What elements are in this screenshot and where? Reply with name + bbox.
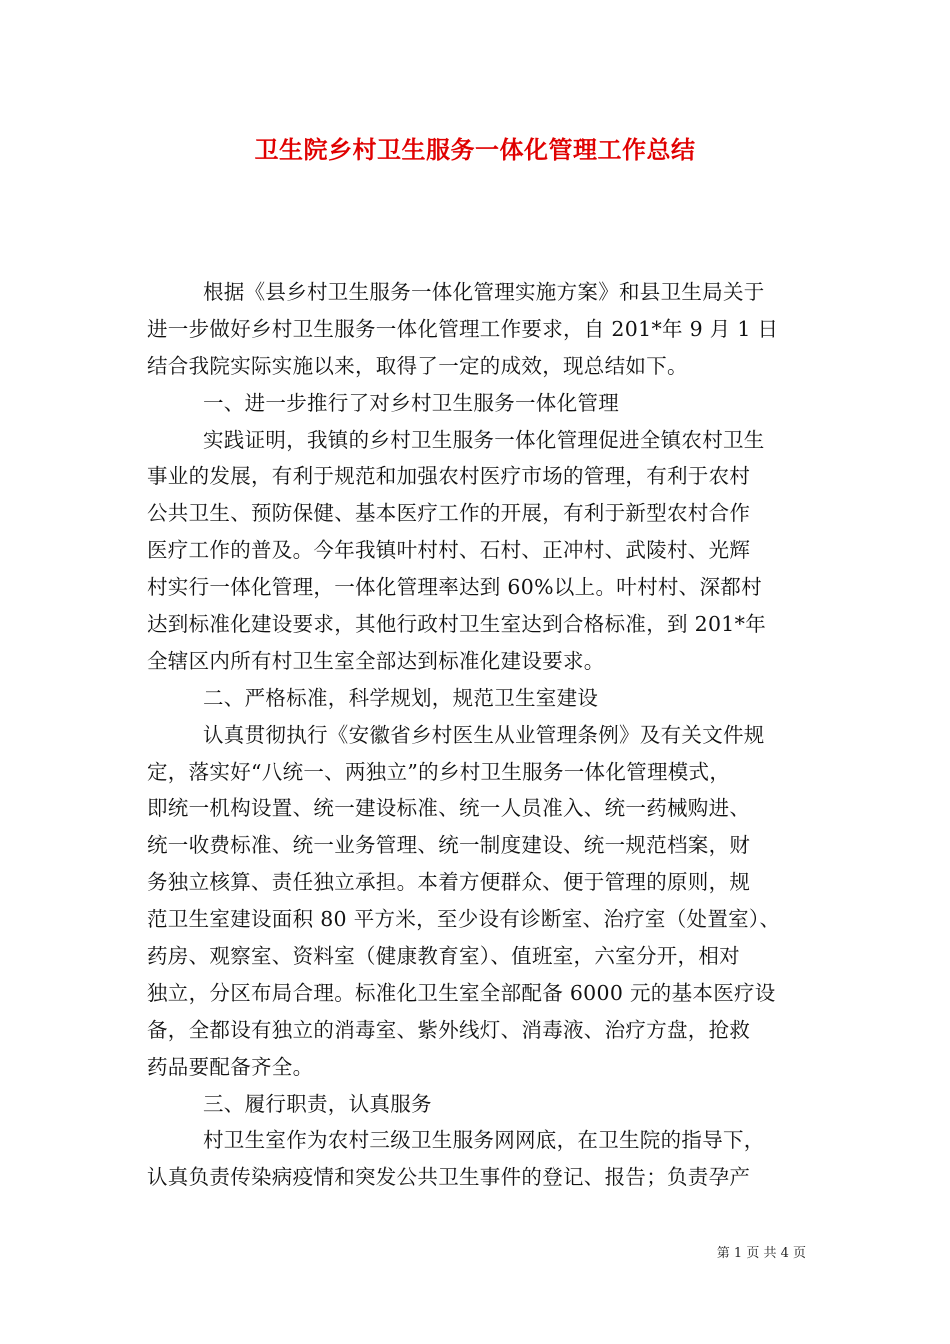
paragraph-line: 结合我院实际实施以来，取得了一定的成效，现总结如下。	[147, 353, 688, 378]
paragraph-line: 统一收费标准、统一业务管理、统一制度建设、统一规范档案，财	[147, 833, 751, 858]
section-heading: 二、严格标准，科学规划，规范卫生室建设	[203, 685, 599, 710]
paragraph-line: 公共卫生、预防保健、基本医疗工作的开展，有利于新型农村合作	[147, 501, 751, 526]
paragraph-line: 村实行一体化管理，一体化管理率达到 60%以上。叶村村、深都村	[147, 575, 762, 600]
document-body	[147, 274, 807, 1196]
section-heading: 一、进一步推行了对乡村卫生服务一体化管理	[203, 390, 619, 415]
section-heading: 三、履行职责，认真服务	[203, 1091, 432, 1116]
paragraph-line: 认真贯彻执行《安徽省乡村医生从业管理条例》及有关文件规	[203, 722, 765, 747]
paragraph-line: 务独立核算、责任独立承担。本着方便群众、便于管理的原则，规	[147, 870, 751, 895]
paragraph-line: 进一步做好乡村卫生服务一体化管理工作要求，自 201*年 9 月 1 日	[147, 316, 779, 341]
paragraph-line: 达到标准化建设要求，其他行政村卫生室达到合格标准，到 201*年	[147, 612, 766, 637]
paragraph-line: 药房、观察室、资料室（健康教育室）、值班室，六室分开，相对	[147, 944, 740, 969]
paragraph-line: 医疗工作的普及。今年我镇叶村村、石村、正冲村、武陵村、光辉	[147, 538, 751, 563]
paragraph-line: 认真负责传染病疫情和突发公共卫生事件的登记、报告；负责孕产	[147, 1165, 751, 1190]
paragraph-line: 实践证明，我镇的乡村卫生服务一体化管理促进全镇农村卫生	[203, 427, 765, 452]
document-title: 卫生院乡村卫生服务一体化管理工作总结	[254, 135, 696, 164]
paragraph-line: 即统一机构设置、统一建设标准、统一人员准入、统一药械购进、	[147, 796, 751, 821]
paragraph-line: 定，落实好“八统一、两独立”的乡村卫生服务一体化管理模式，	[147, 759, 731, 784]
paragraph-line: 村卫生室作为农村三级卫生服务网网底，在卫生院的指导下，	[203, 1128, 765, 1153]
paragraph-line: 药品要配备齐全。	[147, 1054, 314, 1079]
paragraph-line: 事业的发展，有利于规范和加强农村医疗市场的管理，有利于农村	[147, 464, 751, 489]
page-number-footer: 第 1 页 共 4 页	[716, 1246, 806, 1261]
paragraph-line: 全辖区内所有村卫生室全部达到标准化建设要求。	[147, 648, 605, 673]
paragraph-line: 独立，分区布局合理。标准化卫生室全部配备 6000 元的基本医疗设	[147, 980, 776, 1005]
paragraph-line: 范卫生室建设面积 80 平方米，至少设有诊断室、治疗室（处置室）、	[147, 907, 781, 932]
paragraph-line: 备，全都设有独立的消毒室、紫外线灯、消毒液、治疗方盘，抢救	[147, 1017, 751, 1042]
paragraph-line: 根据《县乡村卫生服务一体化管理实施方案》和县卫生局关于	[203, 280, 765, 304]
